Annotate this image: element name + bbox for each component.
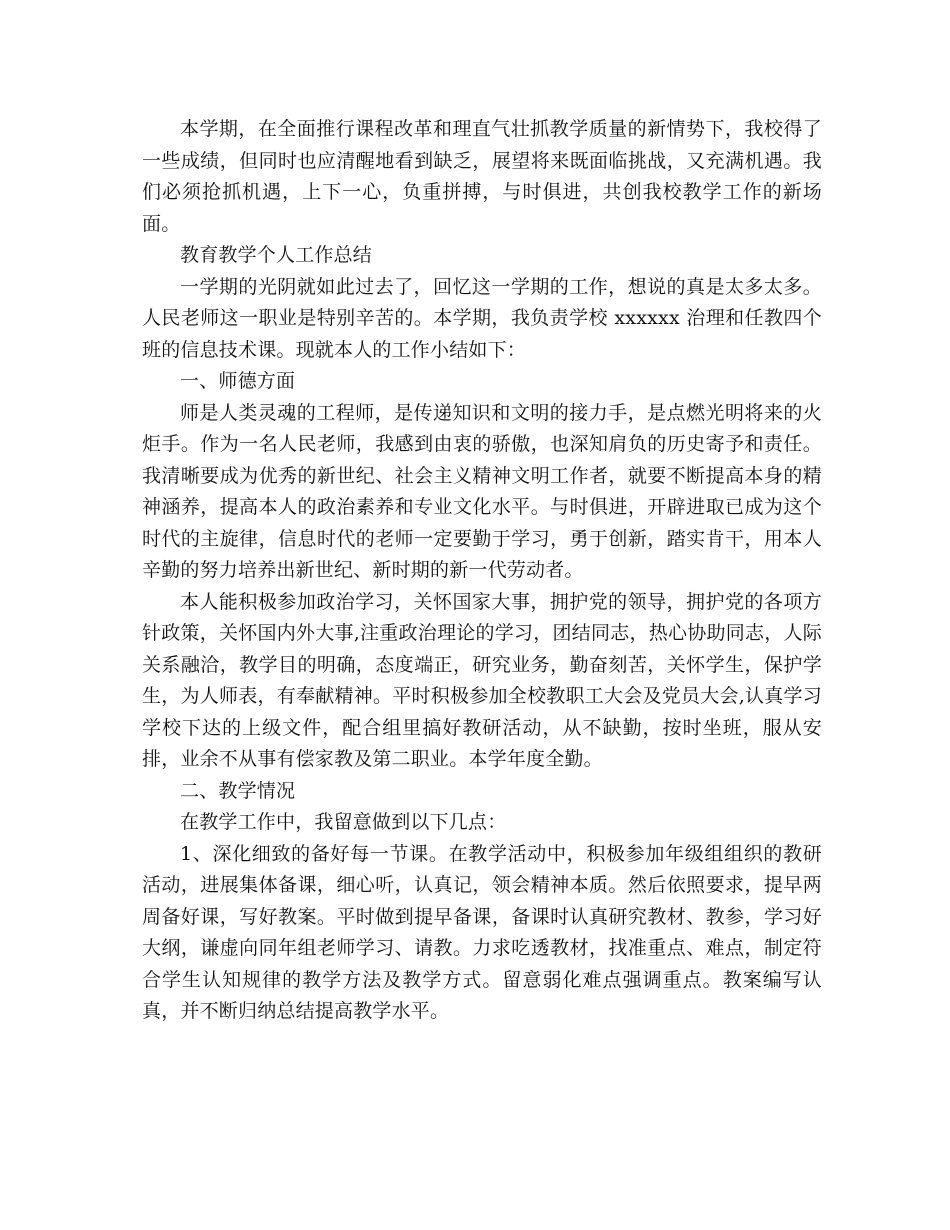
document-title: 教育教学个人工作总结 — [180, 244, 373, 266]
document-body — [142, 114, 822, 1028]
section-heading-ethics: 一、师德方面 — [180, 370, 296, 392]
paragraph-intro: 本学期，在全面推行课程改革和理直气壮抓教学质量的新情势下，我校得了一些成绩，但同时也应清醒地看到缺乏，展望将来既面临挑战，又充满机遇。我们必须抢抓机遇，上下一心，负重拼搏，与时俱进，共创我校教学工作的新场面。 — [142, 118, 822, 235]
paragraph-overview: 一学期的光阴就如此过去了，回忆这一学期的工作，想说的真是太多太多。人民老师这一职业是特别辛苦的。本学期，我负责学校 xxxxxx 治理和任教四个班的信息技术课。现就本人的工作小结如下： — [142, 275, 822, 361]
paragraph-politics: 本人能积极参加政治学习，关怀国家大事，拥护党的领导，拥护党的各项方针政策，关怀国内外大事,注重政治理论的学习，团结同志，热心协助同志，人际关系融洽，教学目的明确，态度端正，研究业务，勤奋刻苦，关怀学生，保护学生，为人师表，有奉献精神。平时积极参加全校教职工大会及党员大会,认真学习学校下达的上级文件，配合组里搞好教研活动，从不缺勤，按时坐班，服从安排，业余不从事有偿家教及第二职业。本学年度全勤。 — [142, 590, 822, 770]
paragraph-lesson-prep: 1、深化细致的备好每一节课。在教学活动中，积极参加年级组组织的教研活动，进展集体备课，细心听，认真记，领会精神本质。然后依照要求，提早两周备好课，写好教案。平时做到提早备课，备课时认真研究教材、教参，学习好大纲，谦虚向同年组老师学习、请教。力求吃透教材，找准重点、难点，制定符合学生认知规律的教学方法及教学方式。留意弱化难点强调重点。教案编写认真，并不断归纳总结提高教学水平。 — [142, 842, 822, 1022]
paragraph-ethics: 师是人类灵魂的工程师，是传递知识和文明的接力手，是点燃光明将来的火炬手。作为一名人民老师，我感到由衷的骄傲，也深知肩负的历史寄予和责任。我清晰要成为优秀的新世纪、社会主义精神文明工作者，就要不断提高本身的精神涵养，提高本人的政治素养和专业文化水平。与时俱进，开辟进取已成为这个时代的主旋律，信息时代的老师一定要勤于学习，勇于创新，踏实肯干，用本人辛勤的努力培养出新世纪、新时期的新一代劳动者。 — [142, 401, 822, 581]
paragraph-teaching-intro: 在教学工作中，我留意做到以下几点： — [180, 811, 507, 833]
section-heading-teaching: 二、教学情况 — [180, 779, 296, 802]
